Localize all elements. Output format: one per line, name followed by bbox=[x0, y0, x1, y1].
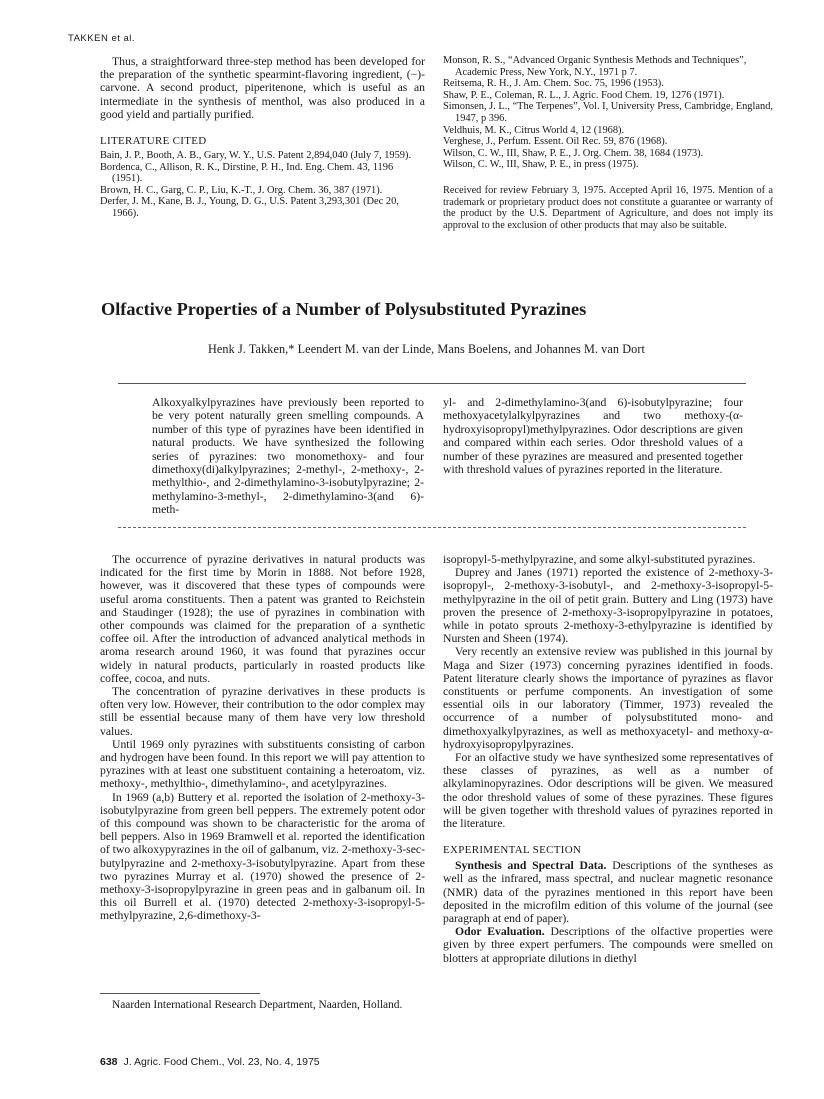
body-paragraph: Duprey and Janes (1971) reported the existence of 2-methoxy-3-isopropyl-, 2-methoxy-3-isobutyl-, and 2-methoxy-3-isopropyl-5-methylpyrazine in the oil of petit grain. Buttery and Ling (1973) have proven the presence of 2-methoxy-3-isopropylpyrazine in potatoes, while in potato sprouts 2-methoxy-3-ethylpyrazine is identified by Nursten and Sheen (1974). bbox=[443, 566, 773, 646]
body-paragraph: Until 1969 only pyrazines with substituents consisting of carbon and hydrogen have been found. In this report we will pay attention to pyrazines with at least one substituent containing a heteroatom, viz. methoxy-, methylthio-, dimethylamino-, and acetylpyrazines. bbox=[100, 737, 425, 791]
body-paragraph: Very recently an extensive review was published in this journal by Maga and Sizer (1973) concerning pyrazines identified in foods. Patent literature clearly shows the importance of pyrazines as flavor constituents or perfume components. An investigation of some essential oils in our laboratory (Timmer, 1973) revealed the occurrence of a number of polysubstituted mono- and dimethoxyalkylpyrazines, as well as methoxyacetyl- and methoxy-α-hydroxyisopropylpyrazines. bbox=[443, 645, 773, 751]
author-list: Henk J. Takken,* Leendert M. van der Linde, Mans Boelens, and Johannes M. van Dort bbox=[208, 342, 645, 356]
reference-item: Reitsema, R. H., J. Am. Chem. Soc. 75, 1996 (1953). bbox=[443, 78, 664, 90]
body-paragraph: In 1969 (a,b) Buttery et al. reported the isolation of 2-methoxy-3-isobutylpyrazine from green bell peppers. The extremely potent odor of this compound was shown to be characteristic for the aroma of bell peppers. Also in 1969 Bramwell et al. reported the identification of two alkoxypyrazines in the oil of galbanum, viz. 2-methoxy-3-sec-butylpyrazine and 2-methoxy-3-isobutylpyrazine. Apart from these two pyrazines Murray et al. (1970) showed the presence of 2-methoxy-3-isopropylpyrazine in green peas and in galbanum oil. In this oil Burrell et al. (1970) detected 2-methoxy-3-isopropyl-5-methylpyrazine, 2,6-dimethoxy-3- bbox=[100, 790, 425, 923]
reference-item: Veldhuis, M. K., Citrus World 4, 12 (1968). bbox=[443, 124, 625, 136]
preceding-article-right-column bbox=[443, 55, 773, 231]
body-paragraph: isopropyl-5-methylpyrazine, and some alkyl-substituted pyrazines. bbox=[443, 553, 756, 566]
abstract-left-column bbox=[152, 396, 424, 517]
abstract-text-left: Alkoxyalkylpyrazines have previously been reported to be very potent naturally green smelling compounds. A number of this type of pyrazines have been identified in natural products. We have synthesized the following series of pyrazines: two monomethoxy- and four dimethoxy(di)alkylpyrazines; 2-methyl-, 2-methoxy-, 2-methylthio-, and 2-dimethylamino-3-isobutylpyrazine; 2-methylamino-3-methyl-, 2-dimethylamino-3(and 6)-meth- bbox=[152, 396, 424, 517]
footnote-rule bbox=[100, 993, 260, 994]
main-text-left-column bbox=[100, 553, 425, 923]
reference-item: Verghese, J., Perfum. Essent. Oil Rec. 59, 876 (1968). bbox=[443, 136, 668, 148]
abstract-right-column bbox=[443, 396, 743, 476]
synthesis-paragraph bbox=[443, 859, 773, 925]
main-text-right-column bbox=[443, 553, 773, 965]
reference-item: Shaw, P. E., Coleman, R. L., J. Agric. Food Chem. 19, 1276 (1971). bbox=[443, 89, 725, 101]
received-note: Received for review February 3, 1975. Accepted April 16, 1975. Mention of a trademark or proprietary product does not constitute a guarantee or warranty of the product by the U.S. Department of Agriculture, and does not imply its approval to the exclusion of other products that may also be suitable. bbox=[443, 184, 773, 231]
conclusion-paragraph: Thus, a straightforward three-step method has been developed for the preparation of the synthetic spearmint-flavoring ingredient, (−)-carvone. A second product, piperitenone, which is useful as an intermediate in the synthesis of menthol, was also produced in a good yield and partially purified. bbox=[100, 55, 425, 121]
synthesis-run-in-heading: Synthesis and Spectral Data. bbox=[455, 859, 607, 873]
reference-item: Simonsen, J. L., “The Terpenes”, Vol. I, University Press, Cambridge, England, 1947, p 396. bbox=[443, 101, 773, 124]
body-paragraph: For an olfactive study we have synthesized some representatives of these classes of pyrazines, as well as a number of alkylaminopyrazines. Odor descriptions will be given. We measured the odor threshold values of some of these pyrazines. These figures will be given together with threshold values of pyrazines reported in the literature. bbox=[443, 751, 773, 831]
reference-item: Wilson, C. W., III, Shaw, P. E., in press (1975). bbox=[443, 159, 639, 171]
experimental-section-heading: EXPERIMENTAL SECTION bbox=[443, 844, 582, 857]
journal-citation: J. Agric. Food Chem., Vol. 23, No. 4, 1975 bbox=[123, 1056, 320, 1068]
reference-item: Brown, H. C., Garg, C. P., Liu, K.-T., J. Org. Chem. 36, 387 (1971). bbox=[100, 184, 383, 196]
reference-list-right bbox=[443, 55, 773, 171]
synthesis-text: Descriptions of the syntheses as well as the infrared, mass spectral, and nuclear magnetic resonance (NMR) data of the pyrazines mentioned in this report have been deposited in the microfilm edition of this volume of the journal (see paragraph at end of paper). bbox=[443, 859, 773, 926]
page-number: 638 bbox=[100, 1056, 118, 1068]
abstract-top-rule bbox=[118, 383, 746, 384]
body-paragraph: The occurrence of pyrazine derivatives in natural products was indicated for the first time by Morin in 1888. Not before 1928, however, was it discovered that these types of compounds were useful aroma constituents. Then a patent was granted to Reichstein and Staudinger (1928); the use of pyrazines in combination with other compounds was claimed for the preparation of a synthetic coffee oil. After the introduction of advanced analytical methods in aroma research around 1960, it was found that pyrazines occur widely in natural products, particularly in roasted products like coffee, cocoa, and nuts. bbox=[100, 553, 425, 685]
reference-list-left bbox=[100, 150, 425, 220]
odor-evaluation-run-in-heading: Odor Evaluation. bbox=[455, 925, 545, 939]
preceding-article-left-column bbox=[100, 55, 425, 220]
odor-evaluation-text: Descriptions of the olfactive properties were given by three expert perfumers. The compounds were smelled on blotters at appropriate dilutions in diethyl bbox=[443, 925, 773, 965]
literature-cited-heading: LITERATURE CITED bbox=[100, 135, 207, 148]
page-footer bbox=[100, 1056, 320, 1068]
reference-item: Monson, R. S., “Advanced Organic Synthesis Methods and Techniques”, Academic Press, New York, N.Y., 1971 p 7. bbox=[443, 55, 747, 78]
odor-evaluation-paragraph bbox=[443, 925, 773, 965]
reference-item: Derfer, J. M., Kane, B. J., Young, D. G., U.S. Patent 3,293,301 (Dec 20, 1966). bbox=[100, 196, 399, 219]
running-head: TAKKEN et al. bbox=[68, 33, 136, 44]
abstract-bottom-rule bbox=[118, 527, 746, 528]
abstract-text-right: yl- and 2-dimethylamino-3(and 6)-isobutylpyrazine; four methoxyacetylalkylpyrazines and two methoxy-(α-hydroxyisopropyl)methylpyrazines. Odor descriptions are given and compared within each series. Odor threshold values of a number of these pyrazines are measured and presented together with threshold values of pyrazines reported in the literature. bbox=[443, 396, 743, 477]
reference-item: Bordenca, C., Allison, R. K., Dirstine, P. H., Ind. Eng. Chem. 43, 1196 (1951). bbox=[100, 161, 394, 185]
reference-item: Wilson, C. W., III, Shaw, P. E., J. Org. Chem. 38, 1684 (1973). bbox=[443, 147, 704, 159]
article-title: Olfactive Properties of a Number of Polysubstituted Pyrazines bbox=[101, 299, 587, 319]
reference-item: Bain, J. P., Booth, A. B., Gary, W. Y., U.S. Patent 2,894,040 (July 7, 1959). bbox=[100, 150, 412, 162]
affiliation-footnote: Naarden International Research Department, Naarden, Holland. bbox=[112, 999, 403, 1011]
body-paragraph: The concentration of pyrazine derivatives in these products is often very low. However, their contribution to the odor complex may still be essential because many of them have very low threshold values. bbox=[100, 685, 425, 738]
